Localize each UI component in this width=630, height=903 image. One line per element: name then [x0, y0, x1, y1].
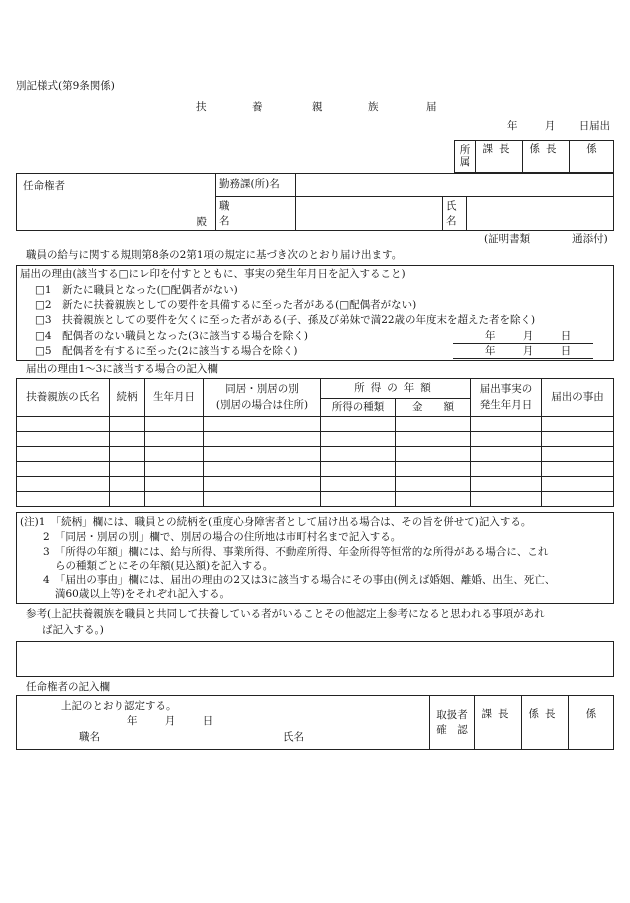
date-day: 日届出 — [578, 120, 611, 132]
table-cell[interactable] — [396, 432, 471, 447]
cohabit-header-line1: 同居・別居の別 — [225, 382, 299, 395]
col-income-type-header: 所得の種類 — [321, 399, 396, 417]
table-cell[interactable] — [145, 492, 204, 507]
authority-chief-stamp[interactable]: 係長 — [522, 696, 569, 750]
affiliation-char: 属 — [459, 155, 471, 168]
table-cell[interactable] — [396, 492, 471, 507]
table-cell[interactable] — [17, 447, 110, 462]
affiliation-char: 所 — [459, 143, 471, 156]
reference-field[interactable] — [16, 641, 614, 677]
position-label-cell — [216, 197, 296, 231]
reference-text: 参考(上記扶養親族を職員と共同して扶養している者がいることその他認定上参考になると思われる事項があれ — [26, 608, 545, 620]
table-cell[interactable] — [145, 477, 204, 492]
table-cell[interactable] — [17, 417, 110, 432]
name-label-cell — [443, 197, 467, 231]
chief-stamp[interactable]: 係長 — [523, 141, 570, 173]
table-cell[interactable] — [542, 462, 614, 477]
title-char: 養 — [252, 101, 263, 113]
attachment-note: (証明書類 通添付) — [484, 233, 608, 245]
table-cell[interactable] — [321, 432, 396, 447]
appointing-authority-label: 任命権者 — [23, 180, 65, 192]
employee-info-table — [16, 173, 614, 231]
date-month: 月 — [544, 120, 556, 132]
certify-year: 年 — [127, 715, 138, 727]
appointing-authority-cell — [17, 174, 216, 231]
table-cell[interactable] — [396, 417, 471, 432]
table-cell[interactable] — [110, 417, 145, 432]
table-cell[interactable] — [204, 432, 321, 447]
table-cell[interactable] — [321, 477, 396, 492]
table-cell[interactable] — [542, 447, 614, 462]
col-income-header: 所得の年額 — [321, 379, 471, 399]
occur-header-line2: 発生年月日 — [479, 398, 533, 411]
authority-table — [16, 695, 614, 750]
table-cell[interactable] — [204, 447, 321, 462]
col-birth-header: 生年月日 — [145, 379, 204, 417]
table-cell[interactable] — [396, 477, 471, 492]
col-name-header: 扶養親族の氏名 — [17, 379, 110, 417]
certify-day: 日 — [202, 715, 214, 727]
reason-item-3[interactable]: □3 扶養親族としての要件を欠くに至った者がある(子、孫及び弟妹で満22歳の年度末を超えた者を除く) — [35, 314, 536, 326]
table-cell[interactable] — [110, 492, 145, 507]
position-field[interactable] — [296, 197, 443, 231]
table-cell[interactable] — [396, 462, 471, 477]
table-row — [17, 447, 614, 462]
table-cell[interactable] — [204, 477, 321, 492]
note-line: 2 「同居・別居の別」欄で、別居の場合の住所地は市町村名まで記入する。 — [43, 531, 402, 543]
table-cell[interactable] — [542, 417, 614, 432]
col-occur-header — [471, 379, 542, 417]
section-chief-stamp[interactable]: 課長 — [476, 141, 523, 173]
table-cell[interactable] — [145, 462, 204, 477]
table-cell[interactable] — [471, 477, 542, 492]
certify-name-label: 氏名 — [283, 731, 304, 743]
table-cell[interactable] — [145, 447, 204, 462]
cohabit-header-line2: (別居の場合は住所) — [215, 398, 309, 411]
table-cell[interactable] — [145, 417, 204, 432]
reason-box — [16, 265, 614, 361]
workplace-label: 勤務課(所)名 — [216, 174, 296, 197]
name-char: 名 — [446, 214, 457, 227]
reason-date-5[interactable] — [485, 345, 571, 358]
table-cell[interactable] — [17, 477, 110, 492]
reason-item-5[interactable]: □5 配偶者を有するに至った(2に該当する場合を除く) — [35, 345, 298, 357]
table-cell[interactable] — [204, 417, 321, 432]
table-cell[interactable] — [110, 477, 145, 492]
table-cell[interactable] — [110, 447, 145, 462]
table-cell[interactable] — [542, 492, 614, 507]
table-row — [17, 477, 614, 492]
handler-line2: 確 認 — [436, 723, 468, 736]
form-label: 別記様式(第9条関係) — [16, 80, 115, 92]
staff-stamp[interactable]: 係 — [570, 141, 614, 173]
entry-section-title: 届出の理由1～3に該当する場合の記入欄 — [26, 363, 218, 375]
approval-stamp-table — [454, 140, 614, 173]
name-field[interactable] — [467, 197, 614, 231]
table-row — [17, 417, 614, 432]
workplace-field[interactable] — [296, 174, 614, 197]
table-cell[interactable] — [110, 432, 145, 447]
table-cell[interactable] — [471, 462, 542, 477]
table-cell[interactable] — [145, 432, 204, 447]
col-relation-header: 続柄 — [110, 379, 145, 417]
certification-cell — [17, 696, 430, 750]
reason-date-year: 年 — [485, 330, 496, 342]
table-cell[interactable] — [17, 462, 110, 477]
table-cell[interactable] — [17, 492, 110, 507]
table-cell[interactable] — [471, 492, 542, 507]
table-cell[interactable] — [17, 432, 110, 447]
position-char: 職 — [219, 200, 230, 213]
note-line: (注)1 「続柄」欄には、職員との続柄を(重度心身障害者として届け出る場合は、その旨を併せて)記入する。 — [20, 516, 532, 528]
table-cell[interactable] — [321, 462, 396, 477]
reason-item-4[interactable]: □4 配偶者のない職員となった(3に該当する場合を除く) — [35, 330, 308, 342]
title-char: 届 — [426, 101, 437, 113]
reason-item-1[interactable]: □1 新たに職員となった(□配偶者がない) — [35, 284, 238, 296]
notes-box — [16, 512, 614, 604]
certify-date[interactable] — [127, 715, 213, 728]
name-char: 氏 — [446, 200, 457, 213]
reason-date-year: 年 — [485, 345, 496, 357]
table-row — [17, 462, 614, 477]
note-line: 4 「届出の事由」欄には、届出の理由の2又は3に該当する場合にその事由(例えば婚姻、離婚、出生、死亡、 — [43, 574, 556, 586]
dependents-table — [16, 378, 614, 507]
reason-date-day: 日 — [560, 330, 572, 342]
note-line: 満60歳以上等)をそれぞれ記入する。 — [55, 588, 230, 600]
col-reason-header: 届出の事由 — [542, 379, 614, 417]
table-row — [17, 492, 614, 507]
title-char: 親 — [312, 101, 323, 113]
table-cell[interactable] — [321, 417, 396, 432]
honorific-label: 殿 — [196, 216, 207, 228]
table-cell[interactable] — [542, 432, 614, 447]
certify-text: 上記のとおり認定する。 — [61, 700, 177, 712]
authority-section-chief-stamp[interactable]: 課長 — [475, 696, 522, 750]
table-cell[interactable] — [321, 447, 396, 462]
submission-date — [507, 120, 610, 133]
title-char: 族 — [368, 101, 379, 113]
certify-position-label: 職名 — [79, 731, 100, 743]
authority-section-title: 任命権者の記入欄 — [26, 681, 110, 693]
reason-item-2[interactable]: □2 新たに扶養親族としての要件を具備するに至った者がある(□配偶者がない) — [35, 299, 417, 311]
reason-date-month: 月 — [522, 345, 534, 357]
table-cell[interactable] — [110, 462, 145, 477]
date-year: 年 — [507, 120, 518, 132]
table-cell[interactable] — [471, 417, 542, 432]
col-cohabit-header — [204, 379, 321, 417]
note-line: らの種類ごとにその年額(見込額)を記入する。 — [55, 560, 274, 572]
table-cell[interactable] — [396, 447, 471, 462]
reason-date-4[interactable] — [485, 330, 571, 343]
occur-header-line1: 届出事実の — [479, 382, 533, 395]
table-cell[interactable] — [321, 492, 396, 507]
col-income-amount-header: 金 額 — [396, 399, 471, 417]
table-cell[interactable] — [471, 447, 542, 462]
position-char: 名 — [219, 214, 230, 227]
certify-month: 月 — [164, 715, 176, 727]
table-cell[interactable] — [204, 462, 321, 477]
table-cell[interactable] — [204, 492, 321, 507]
title-char: 扶 — [196, 101, 207, 113]
authority-staff-stamp[interactable]: 係 — [569, 696, 614, 750]
affiliation-cell — [455, 141, 476, 173]
note-line: 3 「所得の年額」欄には、給与所得、事業所得、不動産所得、年金所得等恒常的な所得がある場合に、これ — [43, 546, 549, 558]
reason-date-month: 月 — [522, 330, 534, 342]
intro-text: 職員の給与に関する規則第8条の2第1項の規定に基づき次のとおり届け出ます。 — [26, 249, 403, 261]
reason-header: 届出の理由(該当する□にレ印を付すとともに、事実の発生年月日を記入すること) — [20, 268, 406, 280]
handler-cell — [430, 696, 475, 750]
handler-line1: 取扱者 — [436, 709, 468, 722]
reason-date-day: 日 — [560, 345, 572, 357]
table-cell[interactable] — [471, 432, 542, 447]
reference-text: ば記入する。) — [42, 624, 104, 636]
table-cell[interactable] — [542, 477, 614, 492]
table-row — [17, 432, 614, 447]
